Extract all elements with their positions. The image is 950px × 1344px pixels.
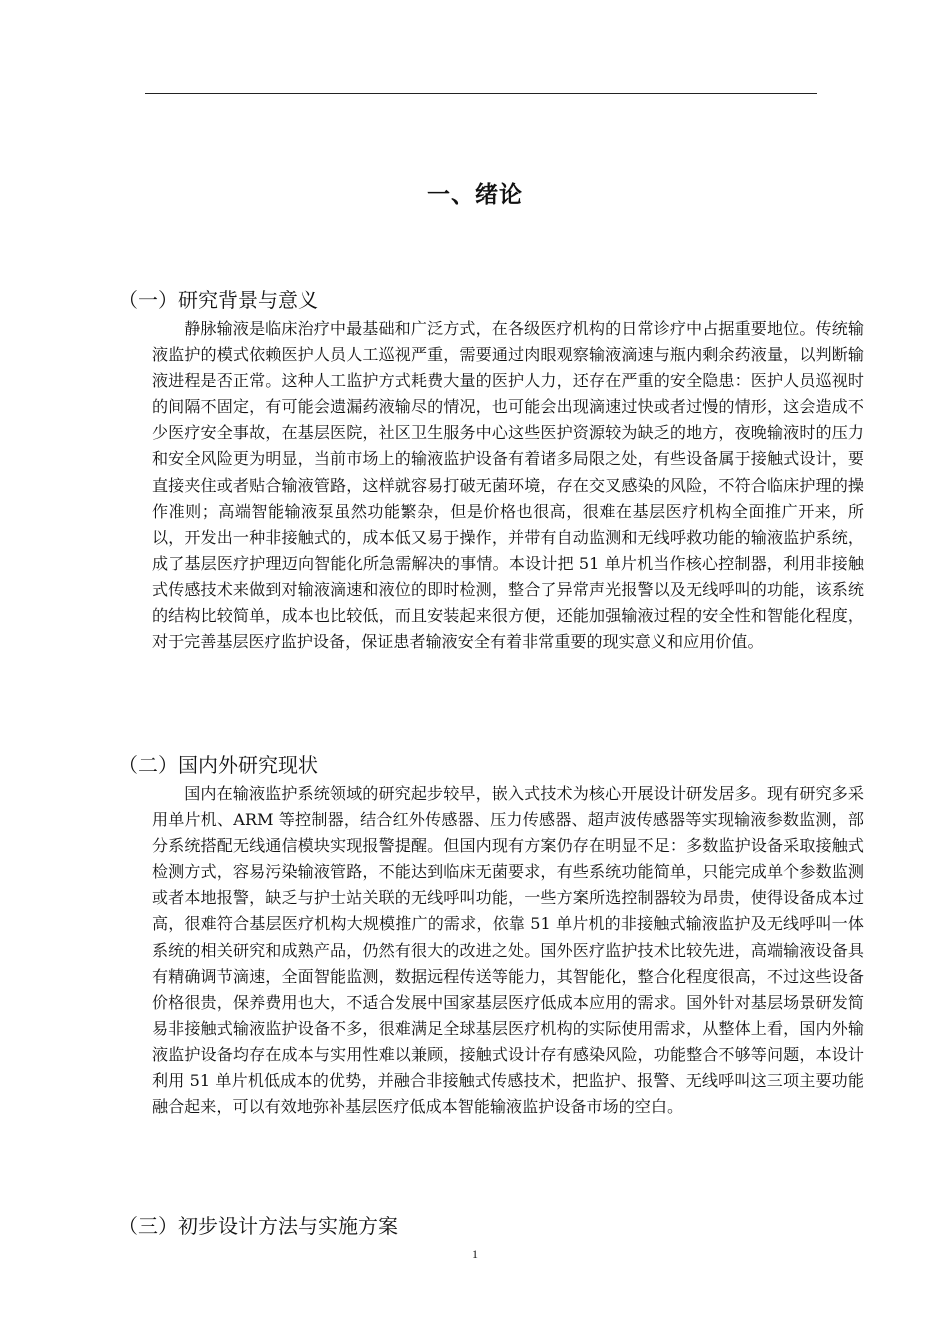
page-number: 1 [472,1247,478,1261]
paragraph-research-status: 国内在输液监护系统领域的研究起步较早，嵌入式技术为核心开展设计研发居多。现有研究多采用单片机、ARM 等控制器，结合红外传感器、压力传感器、超声波传感器等实现输液参数监测，部分系统搭配无线通信模块实现报警提醒。但国内现有方案仍存在明显不足：多数监护设备采取接触式检测方式，容易污染输液管路，不能达到临床无菌要求，有些系统功能简单，只能完成单个参数监测或者本地报警，缺乏与护士站关联的无线呼叫功能，一些方案所选控制器较为昂贵，使得设备成本过高，很难符合基层医疗机构大规模推广的需求，依靠 51 单片机的非接触式输液监护及无线呼叫一体系统的相关研究和成熟产品，仍然有很大的改进之处。国外医疗监护技术比较先进，高端输液设备具有精确调节滴速，全面智能监测，数据远程传送等能力，其智能化，整合化程度很高，不过这些设备价格很贵，保养费用也大，不适合发展中国家基层医疗低成本应用的需求。国外针对基层场景研发简易非接触式输液监护设备不多，很难满足全球基层医疗机构的实际使用需求，从整体上看，国内外输液监护设备均存在成本与实用性难以兼顾，接触式设计存有感染风险，功能整合不够等问题，本设计利用 51 单片机低成本的优势，并融合非接触式传感技术，把监护、报警、无线呼叫这三项主要功能融合起来，可以有效地弥补基层医疗低成本智能输液监护设备市场的空白。 [152,784,864,1117]
section-heading-design-method: （三）初步设计方法与实施方案 [118,1214,398,1238]
header-rule [145,93,817,94]
section-heading-background: （一）研究背景与意义 [118,288,318,312]
section-heading-research-status: （二）国内外研究现状 [118,753,318,777]
chapter-title: 一、绪论 [427,182,523,208]
paragraph-background: 静脉输液是临床治疗中最基础和广泛方式，在各级医疗机构的日常诊疗中占据重要地位。传统输液监护的模式依赖医护人员人工巡视严重，需要通过肉眼观察输液滴速与瓶内剩余药液量，以判断输液进程是否正常。这种人工监护方式耗费大量的医护人力，还存在严重的安全隐患：医护人员巡视时的间隔不固定，有可能会遗漏药液输尽的情况，也可能会出现滴速过快或者过慢的情形，这会造成不少医疗安全事故，在基层医院，社区卫生服务中心这些医护资源较为缺乏的地方，夜晚输液时的压力和安全风险更为明显，当前市场上的输液监护设备有着诸多局限之处，有些设备属于接触式设计，要直接夹住或者贴合输液管路，这样就容易打破无菌环境，存在交叉感染的风险，不符合临床护理的操作准则；高端智能输液泵虽然功能繁杂，但是价格也很高，很难在基层医疗机构全面推广开来，所以，开发出一种非接触式的，成本低又易于操作，并带有自动监测和无线呼救功能的输液监护系统，成了基层医疗护理迈向智能化所急需解决的事情。本设计把 51 单片机当作核心控制器，利用非接触式传感技术来做到对输液滴速和液位的即时检测，整合了异常声光报警以及无线呼叫的功能，该系统的结构比较简单，成本也比较低，而且安装起来很方便，还能加强输液过程的安全性和智能化程度，对于完善基层医疗监护设备，保证患者输液安全有着非常重要的现实意义和应用价值。 [152,319,864,652]
